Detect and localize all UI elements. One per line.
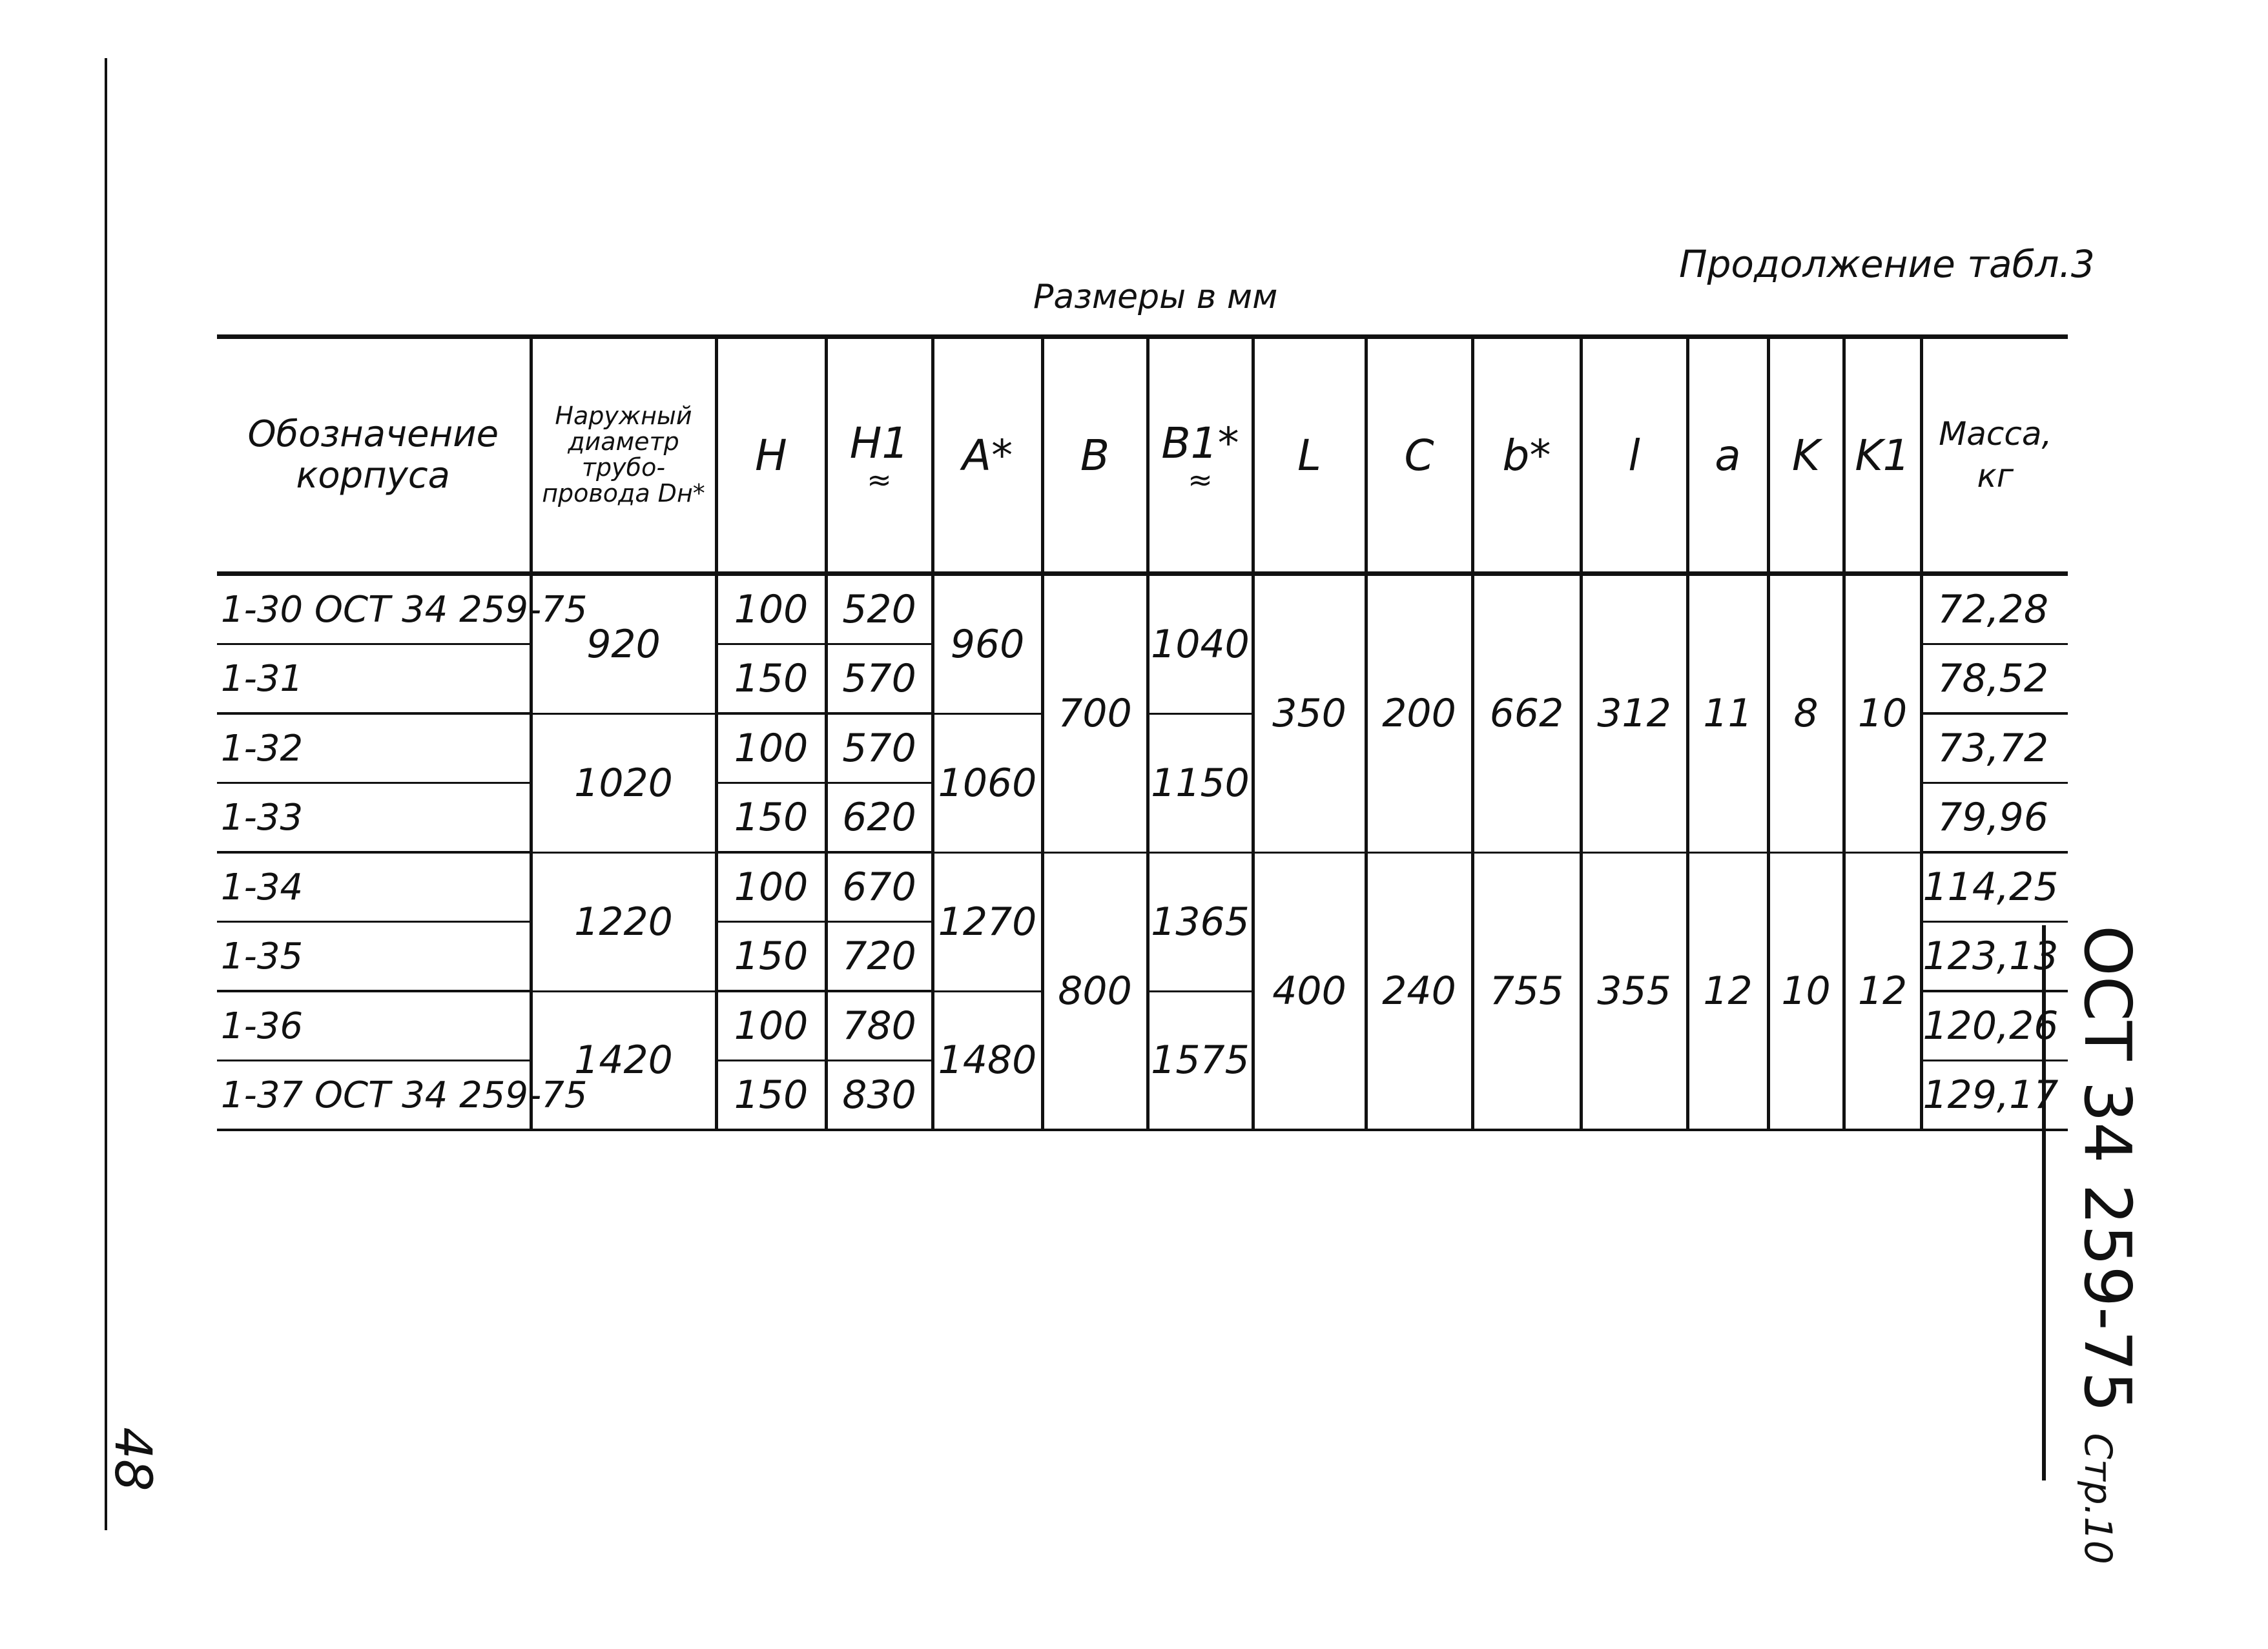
cell-mass: 73,72 (1921, 713, 2068, 783)
cell-H1: 570 (826, 644, 933, 714)
cell-designation: 1-35 (217, 922, 531, 992)
col-header-pipe-diameter: Наружный диаметр трубо- провода Dн* (531, 337, 716, 574)
cell-designation: 1-30 ОСТ 34 259-75 (217, 574, 531, 644)
table-row (217, 574, 2068, 644)
table-header-row (217, 337, 2068, 574)
col-header-K1: K1 (1844, 337, 1921, 574)
col-header-mass: Масса, кг (1921, 337, 2068, 574)
cell-K: 10 (1768, 852, 1844, 1130)
cell-a: 12 (1687, 852, 1768, 1130)
standard-stamp (2042, 925, 2145, 1564)
cell-designation: 1-37 ОСТ 34 259-75 (217, 1061, 531, 1131)
cell-mass: 72,28 (1921, 574, 2068, 644)
cell-H: 100 (716, 574, 826, 644)
col-header-b: b* (1472, 337, 1581, 574)
sheet-number: Стр.10 (2076, 1433, 2120, 1564)
cell-designation: 1-34 (217, 852, 531, 922)
cell-H1: 720 (826, 922, 933, 992)
approx-mark: ≈ (867, 462, 892, 498)
col-header-H: H (716, 337, 826, 574)
cell-a: 11 (1687, 574, 1768, 853)
cell-H: 150 (716, 1061, 826, 1131)
table-continuation-note: Продолжение табл.3 (1679, 242, 2095, 286)
cell-A: 1270 (933, 852, 1042, 991)
cell-B1: 1040 (1148, 574, 1253, 714)
cell-designation: 1-31 (217, 644, 531, 714)
cell-l: 355 (1581, 852, 1687, 1130)
cell-H: 150 (716, 783, 826, 853)
cell-H: 150 (716, 922, 826, 992)
cell-B: 700 (1042, 574, 1148, 853)
cell-pipe-diameter: 1220 (531, 852, 716, 991)
col-header-a: a (1687, 337, 1768, 574)
cell-H1: 830 (826, 1061, 933, 1131)
margin-rule (105, 58, 107, 1530)
cell-C: 200 (1366, 574, 1472, 853)
cell-B: 800 (1042, 852, 1148, 1130)
cell-l: 312 (1581, 574, 1687, 853)
cell-designation: 1-32 (217, 713, 531, 783)
cell-H: 100 (716, 991, 826, 1061)
cell-designation: 1-33 (217, 783, 531, 853)
col-header-l: l (1581, 337, 1687, 574)
cell-designation: 1-36 (217, 991, 531, 1061)
cell-H: 100 (716, 852, 826, 922)
approx-mark: ≈ (1188, 462, 1213, 498)
col-header-B1 (1148, 337, 1253, 574)
cell-A: 960 (933, 574, 1042, 714)
col-header-B1-label: B1* (1161, 418, 1239, 469)
cell-mass: 120,26 (1921, 991, 2068, 1061)
cell-A: 1060 (933, 713, 1042, 852)
cell-pipe-diameter: 920 (531, 574, 716, 714)
cell-b: 755 (1472, 852, 1581, 1130)
col-header-B: B (1042, 337, 1148, 574)
cell-C: 240 (1366, 852, 1472, 1130)
table-row (217, 852, 2068, 922)
cell-H1: 670 (826, 852, 933, 922)
dimensions-note: Размеры в мм (1033, 278, 1278, 316)
cell-L: 350 (1253, 574, 1366, 853)
cell-B1: 1150 (1148, 713, 1253, 852)
col-header-L: L (1253, 337, 1366, 574)
cell-b: 662 (1472, 574, 1581, 853)
cell-mass: 78,52 (1921, 644, 2068, 714)
cell-pipe-diameter: 1420 (531, 991, 716, 1130)
cell-H1: 570 (826, 713, 933, 783)
cell-A: 1480 (933, 991, 1042, 1130)
standard-number: ОСТ 34 259-75 (2070, 925, 2145, 1413)
cell-L: 400 (1253, 852, 1366, 1130)
dimensions-table (217, 334, 2068, 1131)
col-header-K: K (1768, 337, 1844, 574)
cell-K1: 12 (1844, 852, 1921, 1130)
cell-mass: 79,96 (1921, 783, 2068, 853)
cell-H: 100 (716, 713, 826, 783)
cell-H1: 620 (826, 783, 933, 853)
cell-H: 150 (716, 644, 826, 714)
page-number: 48 (103, 1427, 161, 1491)
col-header-designation: Обозначение корпуса (217, 337, 531, 574)
col-header-A: A* (933, 337, 1042, 574)
cell-H1: 520 (826, 574, 933, 644)
cell-mass: 114,25 (1921, 852, 2068, 922)
col-header-H1-label: H1 (849, 418, 909, 469)
col-header-H1 (826, 337, 933, 574)
cell-B1: 1365 (1148, 852, 1253, 991)
cell-pipe-diameter: 1020 (531, 713, 716, 852)
col-header-C: C (1366, 337, 1472, 574)
cell-K1: 10 (1844, 574, 1921, 853)
cell-K: 8 (1768, 574, 1844, 853)
cell-mass: 129,17 (1921, 1061, 2068, 1131)
cell-mass: 123,13 (1921, 922, 2068, 992)
cell-H1: 780 (826, 991, 933, 1061)
cell-B1: 1575 (1148, 991, 1253, 1130)
